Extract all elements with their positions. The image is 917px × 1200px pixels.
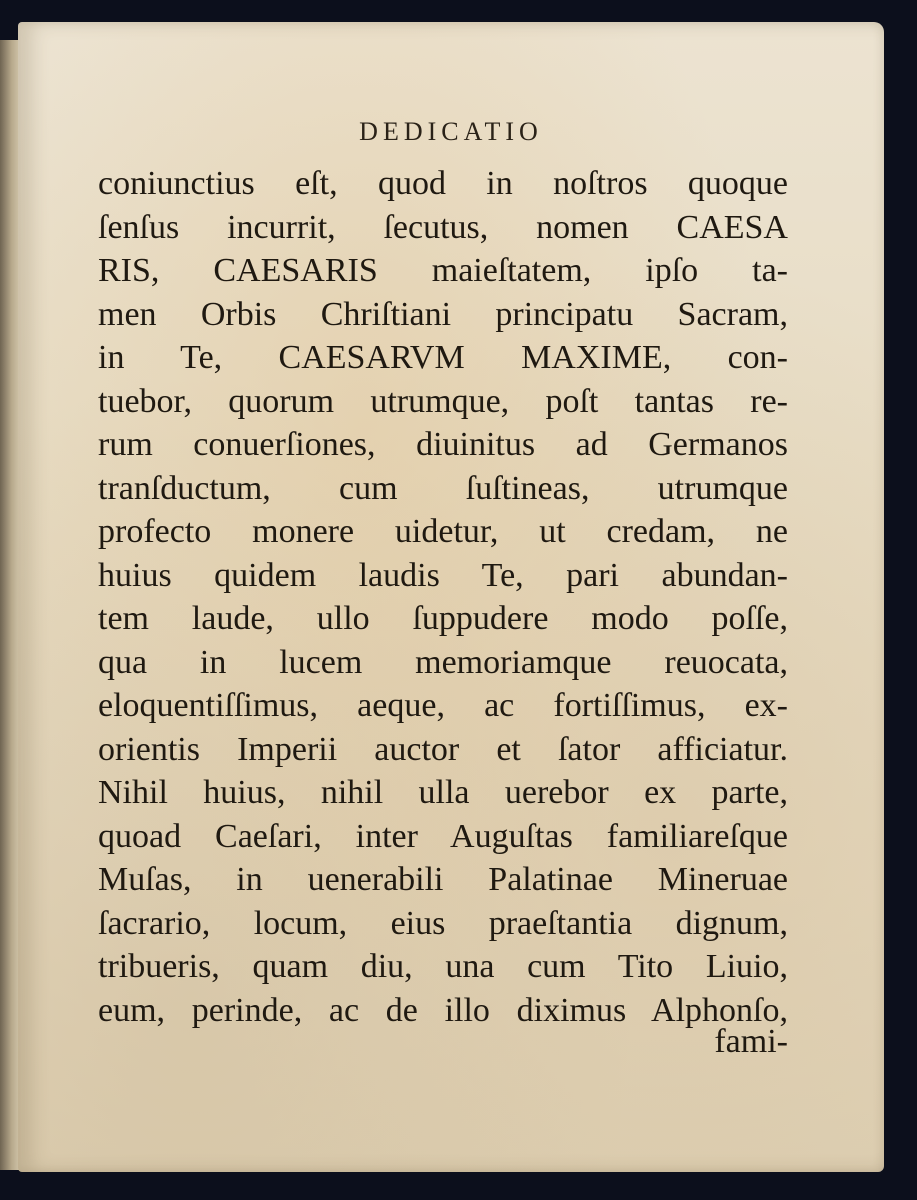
text-line-19: tribueris, quam diu, una cum Tito Liuio, (98, 948, 788, 985)
text-line-8: tranſductum, cum ſuſtineas, utrumque (98, 469, 788, 507)
book-page (18, 22, 884, 1172)
text-line-10: huius quidem laudis Te, pari abundan- (98, 556, 788, 594)
text-body (98, 162, 788, 1032)
text-line-9: profecto monere uidetur, ut credam, ne (98, 513, 788, 550)
text-line-6: tuebor, quorum utrumque, poſt tantas re- (98, 382, 788, 420)
catchword: fami- (714, 1023, 788, 1060)
text-line-7: rum conuerſiones, diuinitus ad Germanos (98, 426, 788, 463)
text-line-5: in Te, CAESARVM MAXIME, con- (98, 339, 788, 376)
text-line-17: Muſas, in uenerabili Palatinae Mineruae (98, 861, 788, 898)
page-heading: DEDICATIO (359, 117, 543, 146)
text-line-13: eloquentiſſimus, aeque, ac fortiſſimus, ex- (98, 687, 788, 724)
text-line-1: coniunctius eſt, quod in noſtros quoque (98, 165, 788, 202)
text-line-15: Nihil huius, nihil ulla uerebor ex parte, (98, 774, 788, 811)
text-line-14: orientis Imperii auctor et ſator afficiatur. (98, 730, 788, 768)
text-line-2: ſenſus incurrit, ſecutus, nomen CAESA (98, 208, 788, 246)
text-line-12: qua in lucem memoriamque reuocata, (98, 643, 788, 681)
text-line-20: eum, perinde, ac de illo diximus Alphonſo, (98, 991, 788, 1029)
text-line-18: ſacrario, locum, eius praeſtantia dignum, (98, 904, 788, 942)
text-line-16: quoad Caeſari, inter Auguſtas familiareſque (98, 817, 788, 855)
text-line-11: tem laude, ullo ſuppudere modo poſſe, (98, 600, 788, 637)
text-line-3: RIS, CAESARIS maieſtatem, ipſo ta- (98, 252, 788, 289)
text-line-4: men Orbis Chriſtiani principatu Sacram, (98, 295, 788, 333)
